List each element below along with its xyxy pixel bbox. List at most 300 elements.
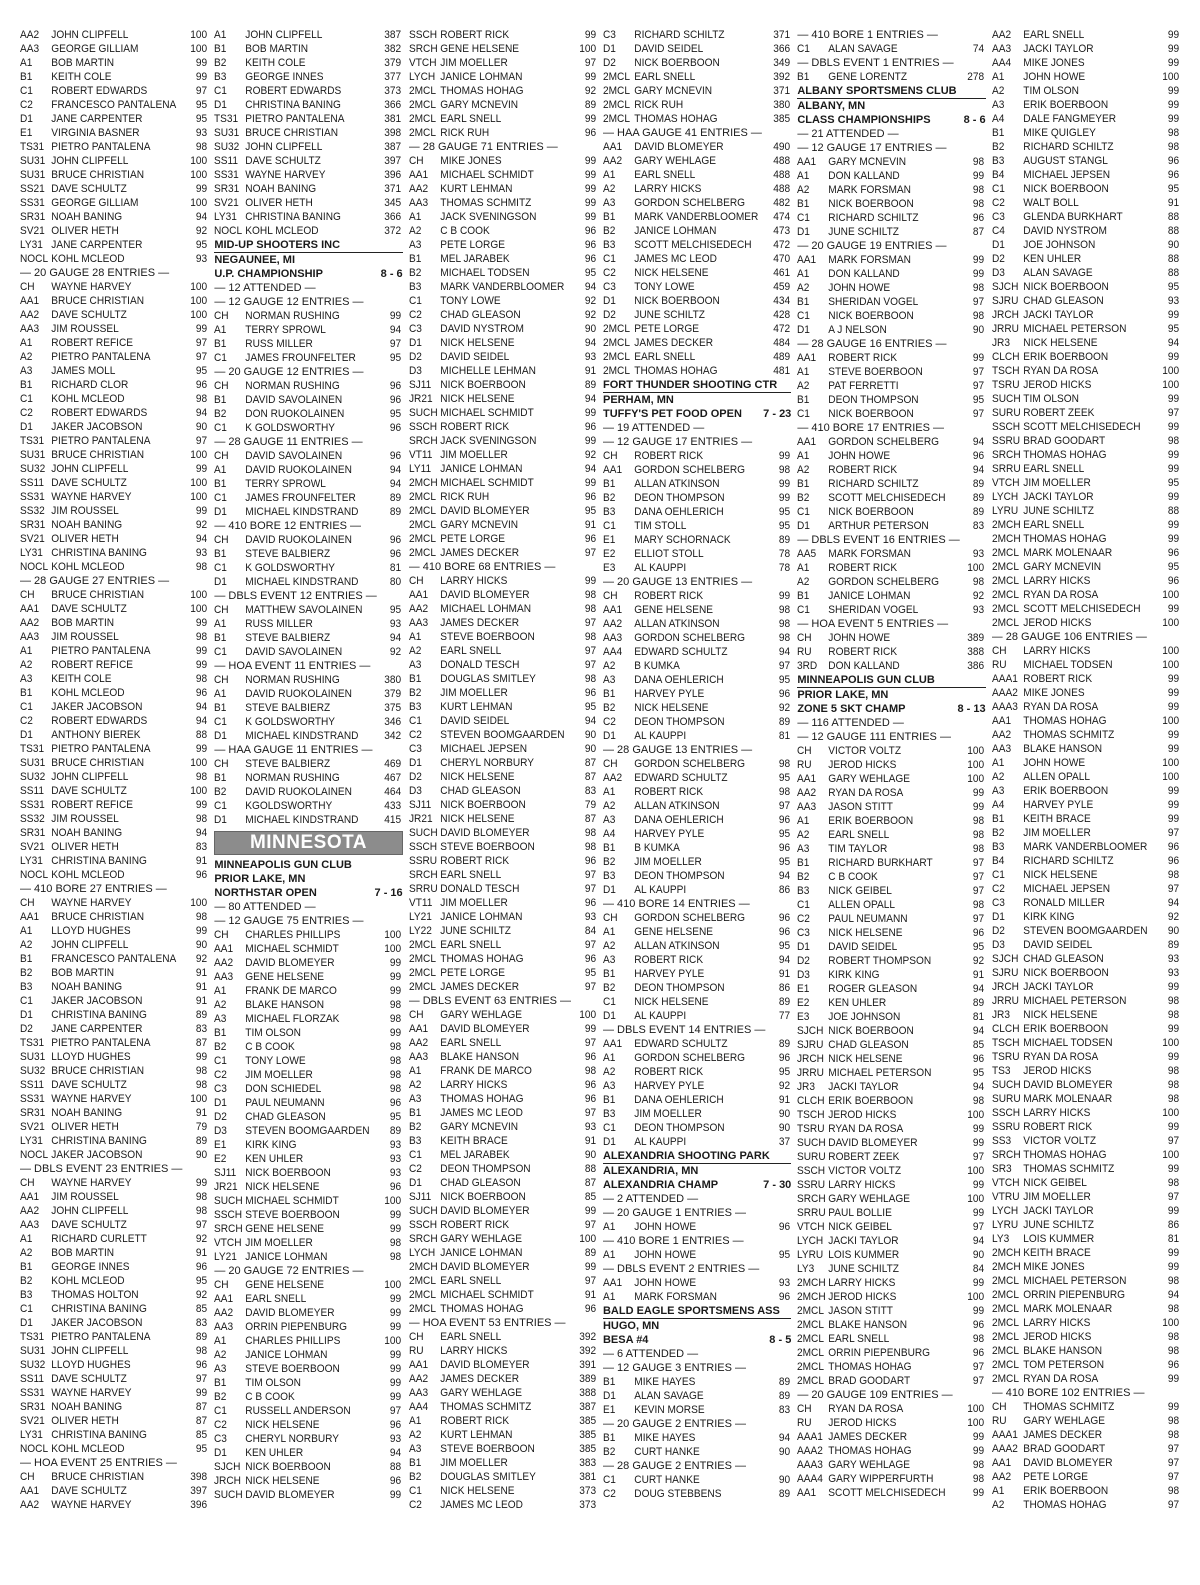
results-column bbox=[20, 28, 208, 1578]
result-row bbox=[797, 856, 984, 870]
result-row bbox=[992, 1246, 1179, 1260]
score: 380 bbox=[773, 99, 791, 111]
class-code: AA3 bbox=[20, 43, 40, 55]
score: 100 bbox=[967, 1109, 985, 1121]
result-row bbox=[214, 70, 401, 84]
score: 84 bbox=[973, 1263, 985, 1275]
class-code: NOCL bbox=[214, 225, 243, 237]
result-row bbox=[20, 966, 207, 980]
class-code: SRRU bbox=[408, 883, 438, 895]
result-row bbox=[992, 1316, 1179, 1330]
shooter-name: MICHAEL PETERSON bbox=[1022, 1275, 1127, 1287]
event-name: BESA #4 bbox=[602, 1334, 649, 1346]
class-code: CH bbox=[797, 745, 812, 757]
score: 84 bbox=[584, 925, 596, 937]
score: 98 bbox=[778, 632, 791, 644]
result-row bbox=[992, 448, 1179, 462]
shooter-name: ALLAN ATKINSON bbox=[634, 800, 720, 812]
score: 99 bbox=[1167, 701, 1179, 713]
class-code: LYCH bbox=[408, 1247, 435, 1259]
shooter-name: ERIK BOERBOON bbox=[1022, 785, 1108, 797]
shooter-name: MIKE JONES bbox=[1022, 1261, 1085, 1273]
shooter-name: ROBERT RICK bbox=[1022, 1121, 1092, 1133]
score: 342 bbox=[384, 730, 402, 742]
score: 99 bbox=[584, 477, 596, 489]
result-row bbox=[797, 1038, 984, 1052]
shooter-name: FRANK DE MARCO bbox=[439, 1065, 532, 1077]
shooter-name: FRANK DE MARCO bbox=[245, 985, 338, 997]
result-row bbox=[409, 952, 596, 966]
result-row bbox=[992, 1372, 1179, 1386]
class-code: CH bbox=[797, 632, 812, 644]
result-row bbox=[992, 1232, 1179, 1246]
result-row bbox=[797, 197, 984, 211]
class-code: B2 bbox=[602, 492, 616, 504]
section-header: — 19 ATTENDED — bbox=[602, 422, 705, 434]
result-row bbox=[20, 1246, 207, 1260]
score: 96 bbox=[390, 450, 402, 462]
shooter-name: JIM ROUSSEL bbox=[51, 631, 119, 643]
result-row bbox=[992, 854, 1179, 868]
score: 484 bbox=[773, 337, 791, 349]
shooter-name: MICHAEL SCHMIDT bbox=[245, 943, 340, 955]
class-code: D2 bbox=[991, 253, 1005, 265]
class-code: A1 bbox=[797, 562, 810, 574]
score: 474 bbox=[773, 211, 791, 223]
score: 98 bbox=[973, 1333, 985, 1345]
class-code: AA1 bbox=[408, 1023, 428, 1035]
result-row bbox=[992, 154, 1179, 168]
shooter-name: DAVE SCHULTZ bbox=[51, 477, 127, 489]
shooter-name: KOHL MCLEOD bbox=[51, 253, 125, 265]
class-code: AA2 bbox=[602, 772, 623, 784]
score: 91 bbox=[778, 968, 791, 980]
class-code: AA3 bbox=[408, 1387, 428, 1399]
score: 98 bbox=[390, 1251, 402, 1263]
shooter-name: STEVE BOERBOON bbox=[439, 841, 535, 853]
result-row bbox=[409, 112, 596, 126]
class-code: AA1 bbox=[20, 911, 40, 923]
score: 83 bbox=[195, 1317, 208, 1329]
score: 97 bbox=[973, 1151, 985, 1163]
class-code: RU bbox=[991, 659, 1007, 671]
score: 92 bbox=[195, 519, 208, 531]
score: 99 bbox=[195, 799, 208, 811]
shooter-name: JANE CARPENTER bbox=[51, 113, 143, 125]
class-code: B3 bbox=[991, 155, 1005, 167]
score: 95 bbox=[1167, 323, 1179, 335]
class-code: CH bbox=[602, 450, 618, 462]
class-code: SRCH bbox=[408, 435, 438, 447]
shooter-name: KEN UHLER bbox=[1022, 253, 1081, 265]
shooter-name: THOMAS HOHAG bbox=[1022, 449, 1107, 461]
shooter-name: EARL SNELL bbox=[439, 113, 501, 125]
class-code: CLCH bbox=[991, 351, 1020, 363]
shooter-name: BRUCE CHRISTIAN bbox=[51, 449, 145, 461]
shooter-name: GENE HELSENE bbox=[245, 1279, 325, 1291]
result-row bbox=[214, 1404, 401, 1418]
score: 467 bbox=[384, 772, 402, 784]
shooter-name: NICK HELSENE bbox=[439, 813, 515, 825]
result-row bbox=[603, 1037, 790, 1051]
shooter-name: MICHAEL KINDSTRAND bbox=[245, 576, 359, 588]
shooter-name: TIM OLSON bbox=[245, 1377, 302, 1389]
score: 96 bbox=[195, 869, 208, 881]
result-row bbox=[992, 1344, 1179, 1358]
shooter-name: ROBERT THOMPSON bbox=[828, 955, 932, 967]
shooter-name: SCOTT MELCHISEDECH bbox=[1022, 603, 1141, 615]
class-code: D1 bbox=[602, 730, 616, 742]
shooter-name: PETE LORGE bbox=[439, 967, 505, 979]
class-code: LY11 bbox=[408, 463, 431, 475]
shooter-name: MICHAEL JEPSEN bbox=[439, 743, 527, 755]
class-code: C1 bbox=[991, 869, 1005, 881]
result-row bbox=[409, 742, 596, 756]
result-row bbox=[992, 406, 1179, 420]
shooter-name: DAVE SCHULTZ bbox=[51, 785, 127, 797]
result-row bbox=[797, 365, 984, 379]
score: 99 bbox=[1167, 799, 1179, 811]
score: 99 bbox=[973, 352, 985, 364]
shooter-name: ALAN SAVAGE bbox=[828, 43, 898, 55]
result-row bbox=[409, 672, 596, 686]
result-row bbox=[603, 1121, 790, 1135]
shooter-name: MEL JARABEK bbox=[439, 1149, 510, 1161]
result-row bbox=[603, 841, 790, 855]
class-code: B2 bbox=[797, 492, 810, 504]
shooter-name: RICHARD BURKHART bbox=[828, 857, 933, 869]
shooter-name: CHARLES PHILLIPS bbox=[245, 929, 341, 941]
shooter-name: PETE LORGE bbox=[439, 239, 505, 251]
class-code: A1 bbox=[20, 645, 33, 657]
result-row bbox=[214, 701, 401, 715]
club-heading: ALBANY, MN bbox=[797, 100, 866, 112]
shooter-name: ALLEN OPALL bbox=[828, 899, 896, 911]
class-code: AA1 bbox=[20, 295, 40, 307]
event-title bbox=[797, 113, 985, 127]
class-code: D2 bbox=[408, 351, 422, 363]
class-code: 2MCL bbox=[991, 1275, 1019, 1287]
class-code: LYRU bbox=[991, 505, 1018, 517]
result-row bbox=[992, 966, 1179, 980]
shooter-name: FRANCESCO PANTALENA bbox=[51, 99, 177, 111]
result-row bbox=[797, 505, 984, 519]
result-row bbox=[20, 336, 207, 350]
result-row bbox=[797, 1206, 984, 1220]
score: 99 bbox=[584, 197, 596, 209]
score: 381 bbox=[384, 113, 402, 125]
class-code: A1 bbox=[214, 324, 227, 336]
class-code: A3 bbox=[602, 1080, 616, 1092]
section-header: — 28 GAUGE 106 ENTRIES — bbox=[991, 631, 1147, 643]
shooter-name: PIETRO PANTALENA bbox=[51, 435, 151, 447]
score: 99 bbox=[584, 1205, 596, 1217]
section-header: — HOA EVENT 11 ENTRIES — bbox=[214, 660, 371, 672]
class-code: B3 bbox=[408, 1135, 422, 1147]
class-code: AA2 bbox=[602, 618, 623, 630]
result-row bbox=[20, 70, 207, 84]
score: 94 bbox=[584, 463, 596, 475]
score: 98 bbox=[1167, 995, 1179, 1007]
score: 99 bbox=[973, 801, 985, 813]
shooter-name: DAVE SCHULTZ bbox=[51, 1079, 127, 1091]
shooter-name: DAVID RUOKOLAINEN bbox=[245, 534, 353, 546]
result-row bbox=[797, 1164, 984, 1178]
class-code: 2MCL bbox=[408, 1275, 436, 1287]
shooter-name: NOAH BANING bbox=[51, 211, 123, 223]
shooter-name: DONALD TESCH bbox=[439, 883, 520, 895]
shooter-name: ROGER GLEASON bbox=[828, 983, 918, 995]
class-code: A3 bbox=[214, 1013, 227, 1025]
class-code: AA1 bbox=[20, 603, 40, 615]
score: 96 bbox=[195, 1261, 208, 1273]
result-row bbox=[992, 1484, 1179, 1498]
class-code: B1 bbox=[20, 379, 33, 391]
score: 95 bbox=[973, 941, 985, 953]
score: 96 bbox=[584, 953, 596, 965]
result-row bbox=[992, 952, 1179, 966]
score: 100 bbox=[967, 773, 985, 785]
score: 95 bbox=[584, 701, 596, 713]
result-row bbox=[992, 280, 1179, 294]
score: 97 bbox=[973, 871, 985, 883]
class-code: A2 bbox=[797, 380, 810, 392]
score: 100 bbox=[1161, 1037, 1179, 1049]
shooter-name: GORDON SCHELBERG bbox=[634, 1052, 746, 1064]
score: 99 bbox=[778, 590, 791, 602]
shooter-name: JEROD HICKS bbox=[1022, 617, 1091, 629]
shooter-name: DEON THOMPSON bbox=[634, 492, 725, 504]
result-row bbox=[409, 462, 596, 476]
class-code: A1 bbox=[602, 1249, 616, 1261]
score: 99 bbox=[1167, 113, 1179, 125]
shooter-name: STEVE BALBIERZ bbox=[245, 702, 331, 714]
result-row bbox=[20, 56, 207, 70]
score: 98 bbox=[1167, 1415, 1179, 1427]
class-code: AAA2 bbox=[991, 1443, 1018, 1455]
result-row bbox=[992, 126, 1179, 140]
shooter-name: THOMAS HOLTON bbox=[51, 1289, 139, 1301]
class-code: D1 bbox=[408, 337, 422, 349]
score: 97 bbox=[584, 883, 596, 895]
shooter-name: DAVID BLOMEYER bbox=[439, 589, 530, 601]
class-code: B1 bbox=[602, 688, 616, 700]
score: 88 bbox=[1167, 225, 1179, 237]
section-header: — 21 ATTENDED — bbox=[797, 128, 899, 140]
shooter-name: DONALD TESCH bbox=[439, 659, 520, 671]
score: 397 bbox=[190, 1485, 208, 1497]
club-heading: MINNEAPOLIS GUN CLUB bbox=[797, 673, 985, 688]
class-code: AA2 bbox=[20, 309, 40, 321]
result-row bbox=[214, 631, 401, 645]
result-row bbox=[603, 561, 790, 575]
class-code: SS31 bbox=[20, 799, 45, 811]
class-code: SUCH bbox=[797, 1137, 826, 1149]
score: 98 bbox=[195, 771, 208, 783]
result-row bbox=[603, 350, 790, 364]
score: 96 bbox=[1167, 547, 1179, 559]
section-header: — 12 GAUGE 3 ENTRIES — bbox=[602, 1362, 747, 1374]
result-row bbox=[409, 252, 596, 266]
shooter-name: JAKER JACOBSON bbox=[51, 421, 143, 433]
score: 98 bbox=[195, 1079, 208, 1091]
score: 96 bbox=[584, 1051, 596, 1063]
result-row bbox=[409, 1190, 596, 1204]
class-code: AA3 bbox=[214, 971, 234, 983]
result-row bbox=[409, 182, 596, 196]
score: 81 bbox=[778, 730, 791, 742]
score: 98 bbox=[778, 758, 791, 770]
shooter-name: JEROD HICKS bbox=[828, 1417, 897, 1429]
shooter-name: PIETRO PANTALENA bbox=[51, 141, 151, 153]
result-row bbox=[797, 1080, 984, 1094]
result-row bbox=[409, 1344, 596, 1358]
result-row bbox=[603, 182, 790, 196]
result-row bbox=[992, 378, 1179, 392]
score: 91 bbox=[195, 967, 208, 979]
shooter-name: JUNE SCHILTZ bbox=[828, 1263, 900, 1275]
shooter-name: EARL SNELL bbox=[1022, 519, 1084, 531]
score: 93 bbox=[973, 548, 985, 560]
score: 388 bbox=[578, 1387, 596, 1399]
result-row bbox=[20, 420, 207, 434]
shooter-name: MICHAEL TODSEN bbox=[1022, 659, 1113, 671]
shooter-name: GENE HELSENE bbox=[634, 604, 714, 616]
class-code: A3 bbox=[602, 197, 616, 209]
result-row bbox=[992, 658, 1179, 672]
class-code: AA3 bbox=[991, 43, 1011, 55]
result-row bbox=[603, 1473, 790, 1487]
shooter-name: THOMAS HOHAG bbox=[439, 1303, 524, 1315]
shooter-name: GORDON SCHELBERG bbox=[634, 632, 746, 644]
shooter-name: TIM OLSON bbox=[1022, 393, 1079, 405]
class-code: AA3 bbox=[214, 1321, 234, 1333]
shooter-name: BOB MARTIN bbox=[51, 617, 115, 629]
shooter-name: DAVID RUOKOLAINEN bbox=[245, 464, 353, 476]
shooter-name: NICK HELSENE bbox=[245, 1181, 320, 1193]
shooter-name: JOHN HOWE bbox=[634, 1249, 697, 1261]
shooter-name: K GOLDSWORTHY bbox=[245, 422, 336, 434]
class-code: JR3 bbox=[991, 1009, 1010, 1021]
shooter-name: SCOTT MELCHISEDECH bbox=[1022, 421, 1141, 433]
class-code: AA2 bbox=[20, 617, 40, 629]
class-code: AA1 bbox=[408, 589, 428, 601]
class-code: CH bbox=[214, 534, 229, 546]
class-code: C3 bbox=[602, 281, 616, 293]
score: 88 bbox=[195, 729, 208, 741]
class-code: AA1 bbox=[408, 169, 428, 181]
result-row bbox=[214, 970, 401, 984]
result-row bbox=[992, 560, 1179, 574]
result-row bbox=[214, 799, 401, 813]
score: 98 bbox=[195, 911, 208, 923]
shooter-name: CHAD GLEASON bbox=[828, 1039, 910, 1051]
shooter-name: ROBERT RICK bbox=[634, 590, 704, 602]
result-row bbox=[214, 379, 401, 393]
result-row bbox=[20, 406, 207, 420]
score: 96 bbox=[1167, 169, 1179, 181]
shooter-name: TERRY SPROWL bbox=[245, 324, 327, 336]
score: 95 bbox=[778, 856, 791, 868]
shooter-name: STEVE BALBIERZ bbox=[245, 758, 331, 770]
shooter-name: MARK FORSMAN bbox=[828, 184, 912, 196]
class-code: SV21 bbox=[20, 1121, 45, 1133]
section-header: — 28 GAUGE 71 ENTRIES — bbox=[408, 141, 558, 153]
shooter-name: PIETRO PANTALENA bbox=[51, 351, 151, 363]
score: 98 bbox=[1167, 435, 1179, 447]
shooter-name: AL KAUPPI bbox=[634, 1010, 687, 1022]
shooter-name: PETE LORGE bbox=[439, 533, 505, 545]
class-code: C1 bbox=[797, 899, 811, 911]
shooter-name: ROBERT RICK bbox=[439, 1415, 509, 1427]
score: 97 bbox=[584, 939, 596, 951]
class-code: C2 bbox=[991, 197, 1005, 209]
shooter-name: DAVID BLOMEYER bbox=[1022, 1457, 1113, 1469]
class-code: C2 bbox=[20, 99, 33, 111]
result-row bbox=[992, 350, 1179, 364]
result-row bbox=[603, 1135, 790, 1149]
shooter-name: WAYNE HARVEY bbox=[51, 491, 132, 503]
shooter-name: MIKE HAYES bbox=[634, 1376, 696, 1388]
section-header: — 410 BORE 102 ENTRIES — bbox=[991, 1387, 1145, 1399]
shooter-name: JANICE LOHMAN bbox=[245, 1349, 328, 1361]
result-row bbox=[797, 1360, 984, 1374]
result-row bbox=[409, 1022, 596, 1036]
score: 100 bbox=[967, 1165, 985, 1177]
shooter-name: JOHN CLIPFELL bbox=[51, 155, 129, 167]
result-row bbox=[797, 912, 984, 926]
shooter-name: BOB MARTIN bbox=[245, 43, 309, 55]
score: 99 bbox=[195, 463, 208, 475]
class-code: B1 bbox=[214, 394, 227, 406]
class-code: C1 bbox=[408, 715, 422, 727]
result-row bbox=[20, 1022, 207, 1036]
class-code: CH bbox=[797, 1403, 812, 1415]
result-row bbox=[992, 266, 1179, 280]
shooter-name: C B COOK bbox=[245, 1391, 296, 1403]
class-code: B1 bbox=[602, 968, 616, 980]
shooter-name: GARY WEHLAGE bbox=[828, 1193, 911, 1205]
shooter-name: NOAH BANING bbox=[51, 981, 123, 993]
section-header: — 12 GAUGE 12 ENTRIES — bbox=[214, 296, 364, 308]
result-row bbox=[20, 126, 207, 140]
result-row bbox=[992, 1330, 1179, 1344]
shooter-name: JANICE LOHMAN bbox=[439, 463, 523, 475]
score: 97 bbox=[390, 1405, 402, 1417]
score: 97 bbox=[1167, 827, 1179, 839]
shooter-name: JOHN CLIPFELL bbox=[51, 463, 129, 475]
score: 472 bbox=[773, 239, 791, 251]
class-code: C1 bbox=[797, 212, 811, 224]
result-row bbox=[603, 266, 790, 280]
class-code: 2MCL bbox=[991, 1359, 1019, 1371]
shooter-name: DAVE SCHULTZ bbox=[51, 1219, 127, 1231]
result-row bbox=[409, 1428, 596, 1442]
score: 386 bbox=[967, 660, 985, 672]
result-row bbox=[797, 842, 984, 856]
shooter-name: HARVEY PYLE bbox=[1022, 799, 1093, 811]
shooter-name: KGOLDSWORTHY bbox=[245, 800, 333, 812]
shooter-name: GENE HELSENE bbox=[634, 926, 714, 938]
score: 94 bbox=[195, 533, 208, 545]
class-code: SUCH bbox=[991, 1079, 1021, 1091]
result-row bbox=[214, 1390, 401, 1404]
class-code: SRCH bbox=[797, 1193, 826, 1205]
score: 99 bbox=[195, 71, 208, 83]
class-code: C1 bbox=[214, 422, 228, 434]
result-row bbox=[992, 1036, 1179, 1050]
shooter-name: GORDON SCHELBERG bbox=[828, 436, 940, 448]
